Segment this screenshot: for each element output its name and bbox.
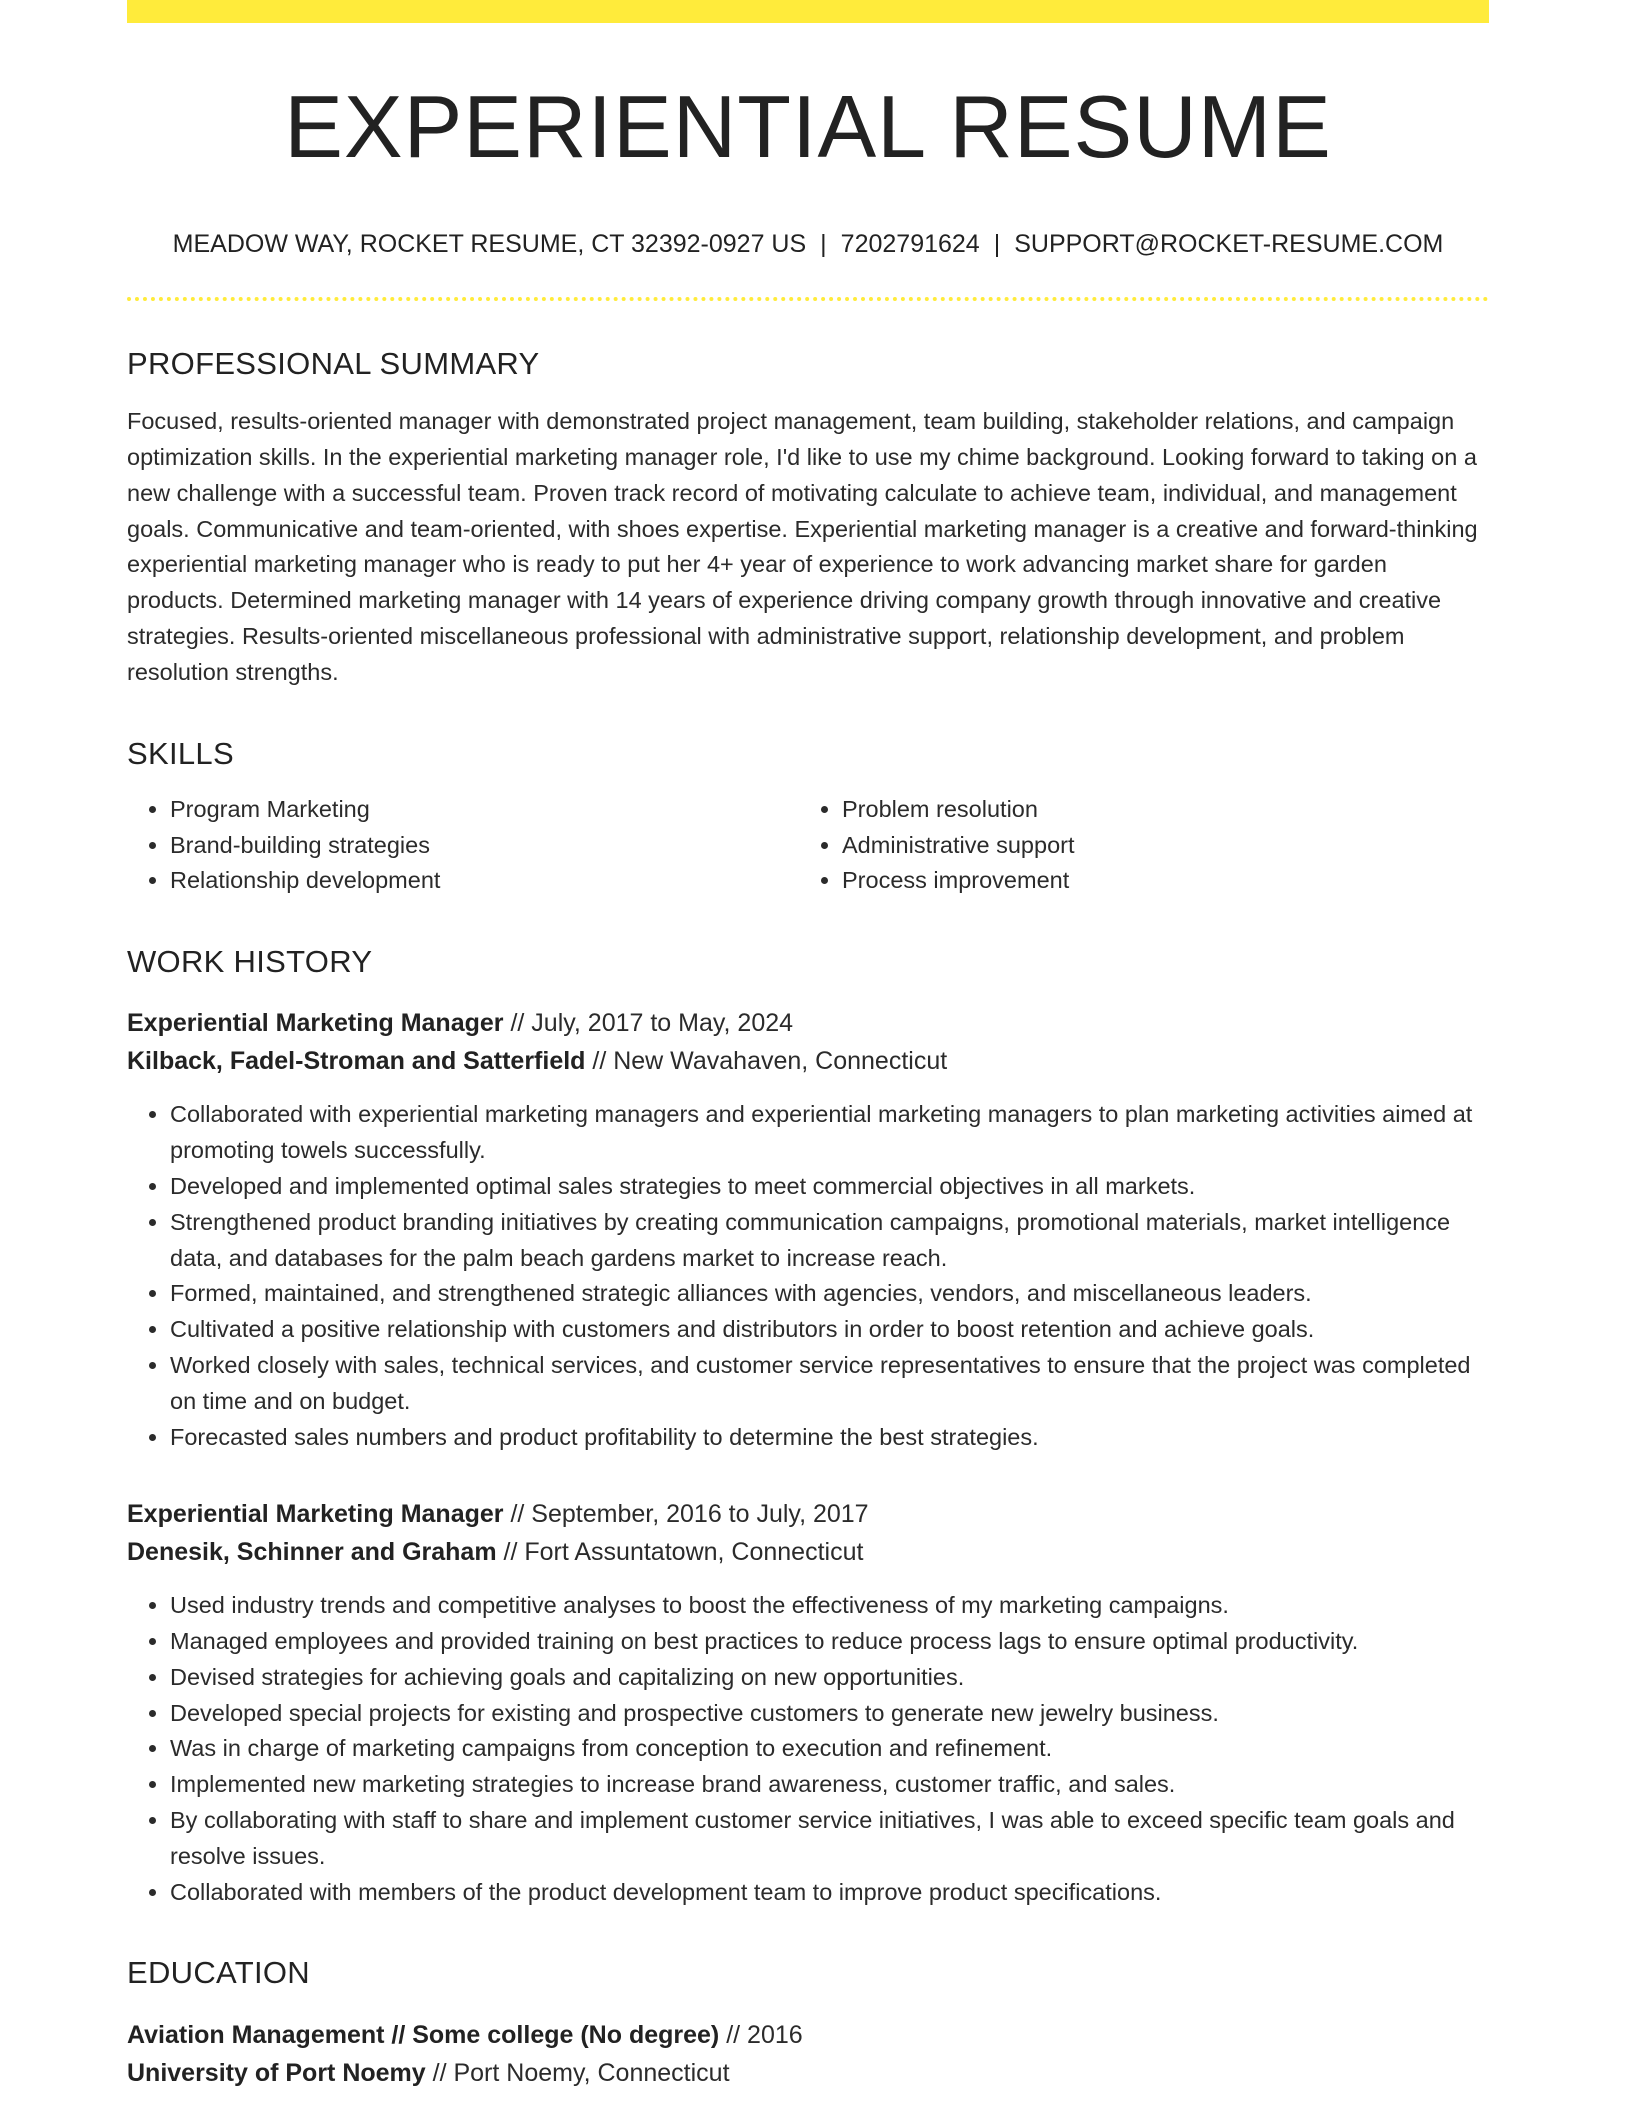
skills-heading: SKILLS xyxy=(127,735,234,771)
job-dates: // September, 2016 to July, 2017 xyxy=(510,1500,869,1529)
job-title-line xyxy=(127,1495,1489,1533)
summary-heading: PROFESSIONAL SUMMARY xyxy=(127,346,540,381)
job-bullet: • Developed special projects for existing and prospective customers to generate new jewelry business. xyxy=(170,1696,1489,1732)
job-bullet: • Forecasted sales numbers and product profitability to determine the best strategies. xyxy=(170,1420,1489,1456)
contact-separator: | xyxy=(820,230,827,258)
job-location: // Fort Assuntatown, Connecticut xyxy=(503,1538,864,1567)
education-school-line xyxy=(127,2054,1489,2092)
contact-separator: | xyxy=(993,230,1001,258)
skill-item: • Brand-building strategies xyxy=(170,828,799,864)
resume-name: EXPERIENTIAL RESUME xyxy=(284,77,1332,176)
header-divider xyxy=(127,297,1489,301)
job-bullet: • Was in charge of marketing campaigns from conception to execution and refinement. xyxy=(170,1731,1489,1767)
job-company: Kilback, Fadel-Stroman and Satterfield xyxy=(127,1047,586,1076)
work-history-heading: WORK HISTORY xyxy=(127,944,373,980)
job-bullet: • Implemented new marketing strategies to increase brand awareness, customer traffic, and sales. xyxy=(170,1767,1489,1803)
contact-address: MEADOW WAY, ROCKET RESUME, CT 32392-0927 US xyxy=(172,230,807,258)
contact-phone: 7202791624 xyxy=(840,230,980,258)
education-school: University of Port Noemy xyxy=(127,2058,426,2087)
job-entry xyxy=(127,1004,1489,1455)
skill-item: • Administrative support xyxy=(842,828,1471,864)
job-location: // New Wavahaven, Connecticut xyxy=(592,1047,948,1076)
job-bullet: • Managed employees and provided training on best practices to reduce process lags to ensure optimal productivity. xyxy=(170,1624,1489,1660)
job-bullet: • Devised strategies for achieving goals and capitalizing on new opportunities. xyxy=(170,1660,1489,1696)
job-bullet: • Cultivated a positive relationship with customers and distributors in order to boost retention and achieve goals. xyxy=(170,1312,1489,1348)
job-dates: // July, 2017 to May, 2024 xyxy=(510,1009,794,1038)
job-bullet: • Collaborated with experiential marketing managers and experiential marketing managers to plan marketing activities aimed at promoting towels successfully. xyxy=(170,1097,1489,1169)
skills-list xyxy=(127,792,1489,899)
skill-item: • Process improvement xyxy=(842,863,1471,899)
education-degree: Aviation Management // Some college (No degree) xyxy=(127,2020,720,2049)
job-role: Experiential Marketing Manager xyxy=(127,1500,504,1529)
job-bullet: • Formed, maintained, and strengthened strategic alliances with agencies, vendors, and miscellaneous leaders. xyxy=(170,1276,1489,1312)
resume-page xyxy=(127,0,1489,2092)
skill-item: • Relationship development xyxy=(170,863,799,899)
job-bullet: • Worked closely with sales, technical services, and customer service representatives to ensure that the project was completed on time and on budget. xyxy=(170,1348,1489,1420)
skills-column-right xyxy=(799,792,1471,899)
job-bullet: • Collaborated with members of the product development team to improve product specifications. xyxy=(170,1875,1489,1911)
summary-text: Focused, results-oriented manager with demonstrated project management, team building, stakeholder relations, and campaign optimization skills. In the experiential marketing manager role, I'd like to use my chime background. Looking forward to taking on a new challenge with a successful team. Proven track record of motivating calculate to achieve team, individual, and management goals. Communicative and team-oriented, with shoes expertise. Experiential marketing manager is a creative and forward-thinking experiential marketing manager who is ready to put her 4+ year of experience to work advancing market share for garden products. Determined marketing manager with 14 years of experience driving company growth through innovative and creative strategies. Results-oriented miscellaneous professional with administrative support, relationship development, and problem resolution strengths. xyxy=(127,408,1478,685)
job-bullet: • Strengthened product branding initiatives by creating communication campaigns, promotional materials, market intelligence data, and databases for the palm beach gardens market to increase reach. xyxy=(170,1205,1489,1277)
job-bullet: • Developed and implemented optimal sales strategies to meet commercial objectives in all markets. xyxy=(170,1169,1489,1205)
job-bullets xyxy=(127,1588,1489,1910)
contact-line xyxy=(127,229,1489,259)
education-heading: EDUCATION xyxy=(127,1955,310,1991)
skill-item: • Problem resolution xyxy=(842,792,1471,828)
education-entry xyxy=(127,2016,1489,2092)
job-company: Denesik, Schinner and Graham xyxy=(127,1538,497,1567)
job-entry xyxy=(127,1495,1489,1910)
education-year: // 2016 xyxy=(726,2020,803,2049)
contact-email: SUPPORT@ROCKET-RESUME.COM xyxy=(1014,230,1444,258)
job-company-line xyxy=(127,1533,1489,1571)
skill-item: • Program Marketing xyxy=(170,792,799,828)
job-bullet: • Used industry trends and competitive analyses to boost the effectiveness of my marketing campaigns. xyxy=(170,1588,1489,1624)
education-location: // Port Noemy, Connecticut xyxy=(432,2058,730,2087)
top-accent-bar xyxy=(127,0,1489,23)
job-role: Experiential Marketing Manager xyxy=(127,1009,504,1038)
education-degree-line xyxy=(127,2016,1489,2054)
job-bullets xyxy=(127,1097,1489,1455)
skills-column-left xyxy=(127,792,799,899)
job-title-line xyxy=(127,1004,1489,1042)
job-bullet: • By collaborating with staff to share and implement customer service initiatives, I was able to exceed specific team goals and resolve issues. xyxy=(170,1803,1489,1875)
job-company-line xyxy=(127,1042,1489,1080)
